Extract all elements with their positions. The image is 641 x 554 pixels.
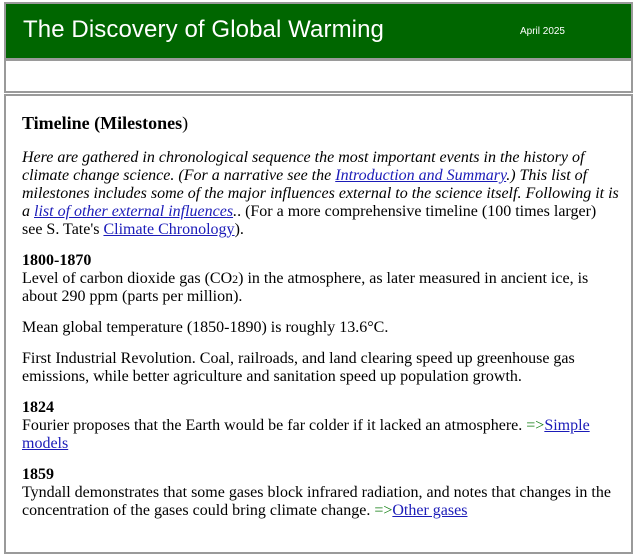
intro-summary-link[interactable]: Introduction and Summary [335, 167, 507, 184]
site-header [4, 2, 633, 60]
other-gases-link[interactable]: Other gases [392, 502, 468, 519]
entry-year: 1859 [22, 466, 54, 483]
edition-date: April 2025 [519, 25, 565, 37]
climate-chronology-link[interactable]: Climate Chronology [103, 221, 235, 238]
main-content [4, 94, 633, 554]
entry-text: Mean global temperature (1850-1890) is roughly 13.6°C. [22, 319, 389, 336]
simple-models-link[interactable]: Simple models [22, 417, 590, 452]
site-title[interactable]: The Discovery of Global Warming [23, 16, 384, 43]
entry-text: First Industrial Revolution. Coal, railroads, and land clearing speed up greenhouse gas emissions, while better agriculture and sanitation speed up population growth. [22, 350, 575, 385]
entry-year: 1824 [22, 399, 54, 416]
entry-text: Fourier proposes that the Earth would be far colder if it lacked an atmosphere. =>Simple models [22, 417, 590, 452]
entry-text: Tyndall demonstrates that some gases block infrared radiation, and notes that changes in the concentration of the gases could bring climate change. =>Other gases [22, 484, 611, 519]
arrow-icon: => [374, 502, 393, 519]
nav-bar [4, 60, 633, 93]
intro-paragraph: Here are gathered in chronological sequence the most important events in the history of climate change science. (For a narrative see the Introduction and Summary.) This list of milestones includes some of the major influences external to the science itself. Following it is a list of other external influences.. (For a more comprehensive timeline (100 times larger) see S. Tate's Climate Chronology). [22, 149, 619, 238]
external-influences-link[interactable]: list of other external influences [34, 203, 234, 220]
entry-text: Level of carbon dioxide gas (CO2) in the atmosphere, as later measured in ancient ice, is about 290 ppm (parts per million). [22, 270, 589, 305]
page-title: Timeline (Milestones) [22, 113, 189, 133]
arrow-icon: => [526, 417, 545, 434]
entry-year: 1800-1870 [22, 252, 92, 269]
